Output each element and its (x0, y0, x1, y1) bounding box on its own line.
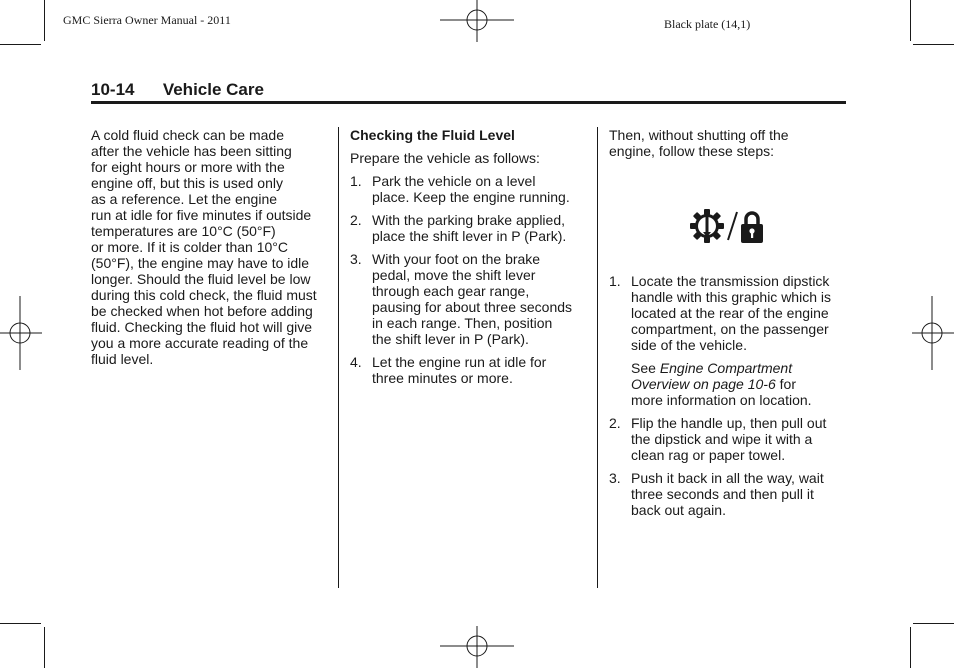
step-number: 2. (350, 212, 362, 228)
crop-mark (913, 44, 954, 45)
list-item (350, 251, 590, 347)
registration-mark-top (440, 0, 514, 42)
text-line: With the parking brake applied, (372, 212, 565, 228)
intro-text (609, 127, 849, 159)
list-item (350, 354, 590, 386)
section-title: Vehicle Care (162, 80, 264, 99)
plate-info: Black plate (14,1) (664, 17, 751, 31)
text-line: With your foot on the brake (372, 251, 541, 267)
dipstick-steps-list-continued (609, 415, 849, 518)
crop-mark (0, 44, 41, 45)
list-item (609, 415, 849, 463)
page-number: 10-14 (91, 80, 135, 99)
step-number: 2. (609, 415, 621, 431)
text-line: compartment, on the passenger (631, 321, 829, 337)
step-number: 4. (350, 354, 362, 370)
text-line: three seconds and then pull it (631, 486, 814, 502)
column-2 (350, 127, 590, 393)
text-line: engine, follow these steps: (609, 143, 774, 159)
text-line: Park the vehicle on a level (372, 173, 536, 189)
step-number: 1. (350, 173, 362, 189)
heading-rule (91, 101, 846, 104)
text-line: place the shift lever in P (Park). (372, 228, 567, 244)
text-line: Let the engine run at idle for (372, 354, 547, 370)
dipstick-steps-list (609, 273, 849, 353)
text-line: after the vehicle has been sitting (91, 143, 292, 159)
text-line: for eight hours or more with the (91, 159, 285, 175)
list-item (609, 273, 849, 353)
text-line: A cold fluid check can be made (91, 127, 285, 143)
text-line: be checked when hot before adding (91, 303, 313, 319)
cross-reference (609, 360, 849, 408)
column-3 (609, 127, 849, 159)
prep-steps-list (350, 173, 590, 386)
text-line: place. Keep the engine running. (372, 189, 570, 205)
text-line: Push it back in all the way, wait (631, 470, 824, 486)
text-line: Flip the handle up, then pull out (631, 415, 827, 431)
text-line: back out again. (631, 502, 726, 518)
crop-mark (44, 0, 45, 41)
registration-mark-left (0, 296, 42, 370)
text-line: the shift lever in P (Park). (372, 331, 529, 347)
text-line: Locate the transmission dipstick (631, 273, 830, 289)
text-line: Then, without shutting off the (609, 127, 789, 143)
column-divider (338, 127, 339, 588)
step-number: 3. (350, 251, 362, 267)
text-line: handle with this graphic which is (631, 289, 831, 305)
text-line: as a reference. Let the engine (91, 191, 278, 207)
text-line: through each gear range, (372, 283, 530, 299)
text-line: located at the rear of the engine (631, 305, 829, 321)
text-line: you a more accurate reading of the (91, 335, 309, 351)
registration-mark-right (912, 296, 954, 370)
text-line: or more. If it is colder than 10°C (91, 239, 289, 255)
column-1 (91, 127, 331, 367)
list-item (609, 470, 849, 518)
text-line: for (775, 376, 796, 392)
text-line: (50°F), the engine may have to idle (91, 255, 310, 271)
list-item (350, 212, 590, 244)
step-number: 1. (609, 273, 621, 289)
text-line: more information on location. (631, 392, 812, 408)
text-line: pausing for about three seconds (372, 299, 573, 315)
cross-reference-link[interactable]: Engine Compartment (659, 360, 793, 376)
manual-title: GMC Sierra Owner Manual - 2011 (63, 13, 231, 27)
text-line: three minutes or more. (372, 370, 513, 386)
text-line: temperatures are 10°C (50°F) (91, 223, 276, 239)
cold-check-paragraph (91, 127, 331, 367)
registration-mark-bottom (440, 626, 514, 668)
see-prefix: See (631, 360, 660, 376)
crop-mark (913, 623, 954, 624)
text-line: run at idle for five minutes if outside (91, 207, 312, 223)
transmission-dipstick-icon (690, 208, 764, 244)
text-line: fluid level. (91, 351, 154, 367)
crop-mark (910, 627, 911, 668)
crop-mark (910, 0, 911, 41)
subheading: Checking the Fluid Level (350, 127, 515, 143)
column-divider (597, 127, 598, 588)
text-line: side of the vehicle. (631, 337, 747, 353)
text-line: longer. Should the fluid level be low (91, 271, 311, 287)
section-heading (91, 80, 264, 100)
cross-reference-link[interactable]: Overview on page 10-6 (631, 376, 776, 392)
text-line: engine off, but this is used only (91, 175, 283, 191)
crop-mark (44, 627, 45, 668)
text-line: in each range. Then, position (372, 315, 553, 331)
text-line: pedal, move the shift lever (372, 267, 536, 283)
text-line: the dipstick and wipe it with a (631, 431, 813, 447)
crop-mark (0, 623, 41, 624)
text-line: clean rag or paper towel. (631, 447, 786, 463)
list-item (350, 173, 590, 205)
column-3-steps (609, 273, 849, 525)
text-line: fluid. Checking the fluid hot will give (91, 319, 313, 335)
intro-text: Prepare the vehicle as follows: (350, 150, 540, 166)
text-line: during this cold check, the fluid must (91, 287, 317, 303)
step-number: 3. (609, 470, 621, 486)
